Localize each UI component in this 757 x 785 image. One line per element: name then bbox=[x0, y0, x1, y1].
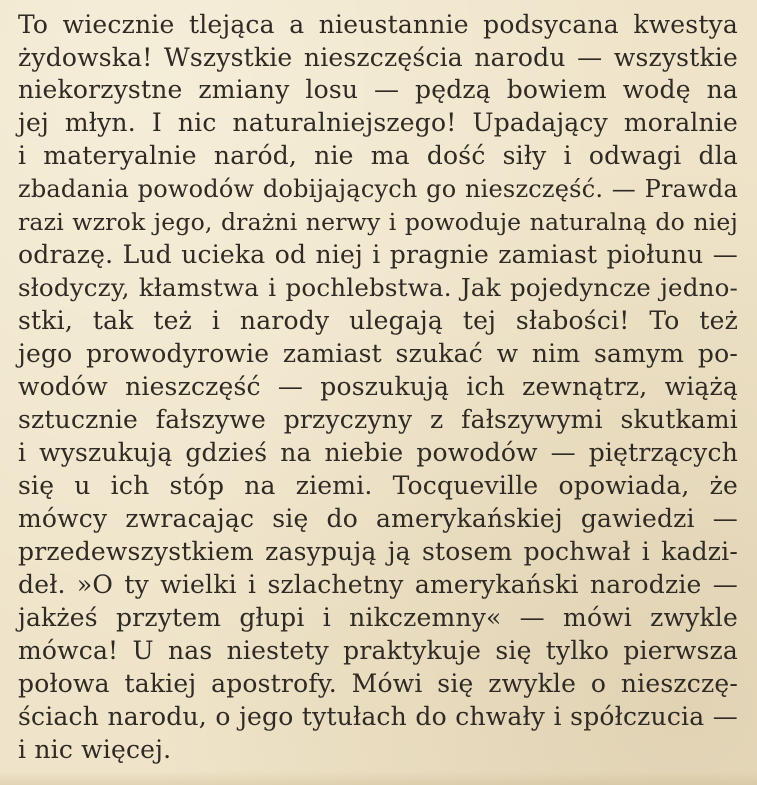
text-line: wodów nieszczęść — poszukują ich zewnątrz, wiążą bbox=[18, 372, 738, 401]
text-line: przedewszystkiem zasypują ją stosem pochwał i kadzi- bbox=[18, 537, 738, 566]
text-line: sztucznie fałszywe przyczyny z fałszywymi skutkami bbox=[18, 405, 738, 434]
text-line: i nic więcej. bbox=[18, 735, 172, 764]
text-line: odrazę. Lud ucieka od niej i pragnie zamiast piołunu — bbox=[18, 240, 738, 269]
text-line: jego prowodyrowie zamiast szukać w nim samym po- bbox=[18, 339, 738, 368]
text-line: jakżeś przytem głupi i nikczemny« — mówi zwykle bbox=[18, 603, 738, 632]
text-line: mówca! U nas niestety praktykuje się tylko pierwsza bbox=[18, 636, 738, 665]
text-line: i wyszukują gdzieś na niebie powodów — piętrzących bbox=[18, 438, 738, 467]
text-line: zbadania powodów dobijających go nieszczęść. — Prawda bbox=[18, 175, 738, 203]
page-edge-shading bbox=[0, 771, 757, 785]
text-line: jej młyn. I nic naturalniejszego! Upadający moralnie bbox=[18, 108, 738, 137]
text-line: stki, tak też i narody ulegają tej słabości! To też bbox=[18, 306, 738, 335]
text-line: mówcy zwracając się do amerykańskiej gawiedzi — bbox=[18, 504, 738, 533]
text-line: razi wzrok jego, drażni nerwy i powoduje naturalną do niej bbox=[18, 208, 738, 236]
text-line: żydowska! Wszystkie nieszczęścia narodu — wszystkie bbox=[18, 43, 738, 72]
text-line: deł. »O ty wielki i szlachetny amerykański narodzie — bbox=[18, 570, 738, 599]
text-line: ściach narodu, o jego tytułach do chwały i spółczucia — bbox=[18, 702, 738, 731]
text-line: niekorzystne zmiany losu — pędzą bowiem wodę na bbox=[18, 75, 738, 104]
text-line: połowa takiej apostrofy. Mówi się zwykle o nieszczę- bbox=[18, 669, 738, 698]
text-line: się u ich stóp na ziemi. Tocqueville opowiada, że bbox=[18, 471, 738, 500]
text-line: i materyalnie naród, nie ma dość siły i odwagi dla bbox=[18, 141, 738, 170]
text-line: słodyczy, kłamstwa i pochlebstwa. Jak pojedyncze jedno- bbox=[18, 273, 738, 302]
text-line: To wiecznie tlejąca a nieustannie podsycana kwestya bbox=[18, 10, 738, 39]
